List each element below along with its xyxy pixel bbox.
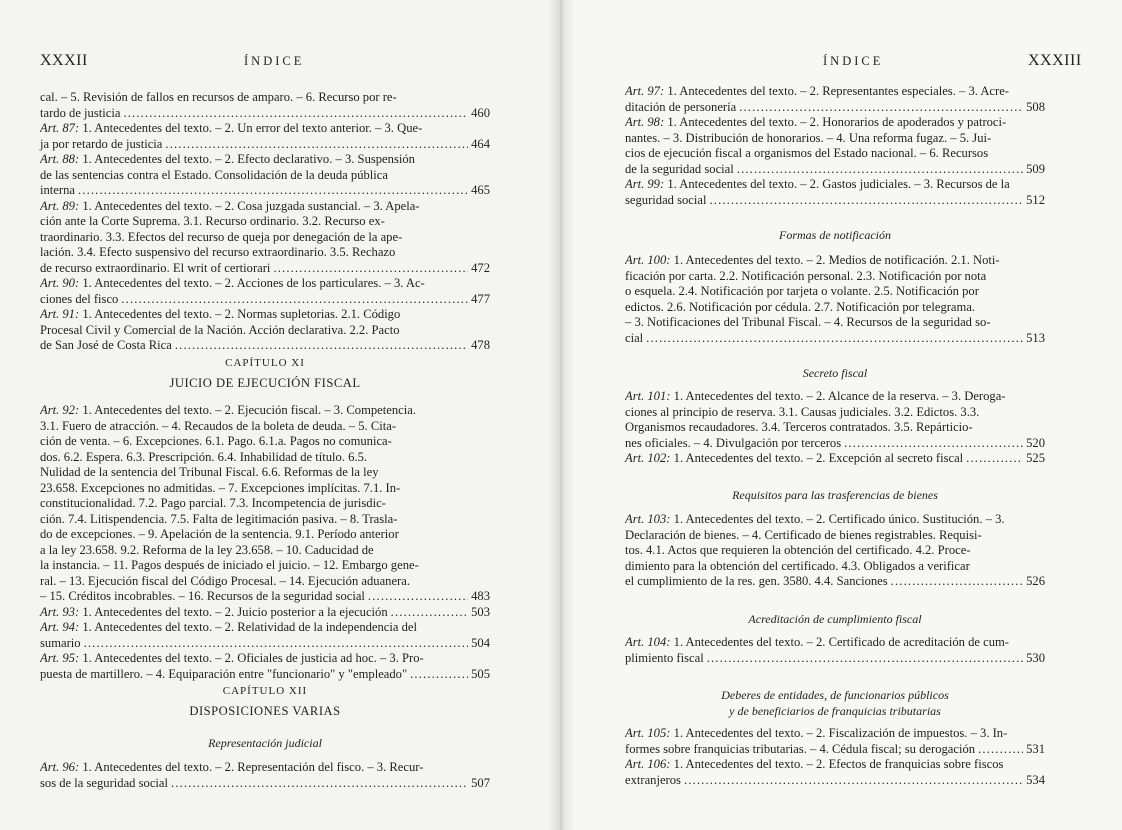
entry-text: ditación de personería (625, 99, 737, 114)
toc-entry-line (625, 115, 1045, 131)
section-notificacion (625, 228, 1045, 244)
entry-text: Declaración de bienes. – 4. Certificado de bienes registrables. Requisi- (625, 527, 982, 542)
entry-text: 1. Antecedentes del texto. – 2. Fiscalización de impuestos. – 3. In- (673, 726, 1008, 740)
left-block-1 (40, 90, 490, 354)
page-reference: 472 (471, 260, 490, 275)
page-reference: 531 (1026, 741, 1045, 756)
right-running-head: ÍNDICE (823, 54, 884, 68)
toc-entry-line (625, 726, 1045, 742)
article-number: Art. 89: (40, 198, 80, 213)
entry-text: ciones al principio de reserva. 3.1. Causas judiciales. 3.2. Edictos. 3.3. (625, 404, 980, 419)
toc-entry (40, 199, 490, 277)
toc-entry (40, 620, 490, 651)
article-number: Art. 103: (625, 512, 671, 526)
article-number: Art. 100: (625, 253, 671, 267)
toc-entry-line (625, 757, 1045, 773)
toc-entry-line (40, 450, 490, 466)
entry-text: ficación por carta. 2.2. Notificación personal. 2.3. Notificación por nota (625, 268, 987, 283)
dot-leader (273, 261, 468, 277)
article-number: Art. 90: (40, 276, 80, 290)
page-reference: 505 (471, 666, 490, 681)
toc-entry-line (40, 620, 490, 636)
entry-text-wrap (40, 605, 388, 621)
entry-text: 1. Antecedentes del texto. – 2. Acciones de los particulares. – 3. Ac- (82, 276, 425, 290)
toc-entry-final-line (40, 338, 490, 354)
toc-entry-final-line (625, 100, 1045, 116)
toc-entry-line (40, 543, 490, 559)
entry-text: 1. Antecedentes del texto. – 2. Alcance de la reserva. – 3. Deroga- (673, 389, 1006, 403)
dot-leader (165, 137, 468, 153)
toc-entry-line (40, 419, 490, 435)
dot-leader (684, 773, 1023, 789)
toc-entry-line (40, 214, 490, 230)
entry-text-wrap (625, 651, 704, 667)
dot-leader (121, 292, 468, 308)
right-block-5 (625, 635, 1045, 666)
entry-text: 1. Antecedentes del texto. – 2. Honorarios de apoderados y patroci- (667, 115, 1007, 129)
article-number: Art. 87: (40, 121, 80, 135)
entry-text: tardo de justicia (40, 105, 121, 120)
entry-text: seguridad social (625, 192, 707, 207)
toc-entry (625, 757, 1045, 788)
entry-text-wrap (40, 106, 120, 122)
toc-entry (40, 605, 490, 621)
entry-text: o esquela. 2.4. Notificación por tarjeta o volante. 2.5. Notificación por (625, 284, 979, 298)
toc-entry (40, 152, 490, 199)
left-page-number: XXXII (40, 52, 88, 69)
article-number: Art. 105: (625, 726, 671, 740)
entry-text: Nulidad de la sentencia del Tribunal Fiscal. 6.6. Reformas de la ley (40, 465, 379, 479)
section-title: Deberes de entidades, de funcionarios públicos (721, 688, 949, 702)
section-title: Acreditación de cumplimiento fiscal (748, 612, 922, 626)
chapter-label: CAPÍTULO XI (225, 357, 305, 369)
dot-leader (123, 106, 468, 122)
entry-text: 1. Antecedentes del texto. – 2. Representantes especiales. – 3. Acre- (667, 84, 1010, 98)
toc-entry-line (40, 574, 490, 590)
chapter-12-heading (40, 684, 490, 752)
toc-entry (40, 90, 490, 121)
toc-entry-line (40, 481, 490, 497)
entry-text: ja por retardo de justicia (40, 136, 163, 151)
page-reference: 526 (1026, 574, 1045, 588)
entry-text-wrap (625, 742, 975, 758)
toc-entry (40, 121, 490, 152)
entry-text: ral. – 13. Ejecución fiscal del Código Procesal. – 14. Ejecución aduanera. (40, 573, 410, 588)
entry-text: formes sobre franquicias tributarias. – 4. Cédula fiscal; su derogación (625, 741, 976, 756)
entry-text: sumario (40, 635, 81, 650)
entry-text: ción. 7.4. Litispendencia. 7.5. Falta de legitimación pasiva. – 8. Trasla- (40, 511, 398, 526)
toc-entry-line (625, 512, 1045, 528)
page-reference: 507 (471, 775, 490, 790)
entry-text: cial (625, 330, 644, 345)
dot-leader (646, 331, 1023, 347)
entry-text: 1. Antecedentes del texto. – 2. Excepción al secreto fiscal (673, 451, 964, 465)
dot-leader (737, 162, 1023, 178)
dot-leader (709, 193, 1023, 209)
entry-text-wrap (625, 436, 841, 452)
chapter-11-heading (40, 356, 490, 391)
page-reference: 525 (1026, 451, 1045, 465)
entry-text-wrap (40, 636, 81, 652)
entry-text: la instancia. – 11. Pagos después de iniciado el juicio. – 12. Embargo gene- (40, 558, 419, 572)
toc-entry-line (40, 245, 490, 261)
entry-text: interna (40, 183, 75, 197)
right-page-number: XXXIII (1028, 52, 1082, 69)
toc-entry-final-line (40, 636, 490, 652)
entry-text: a la ley 23.658. 9.2. Reforma de la ley 23.658. – 10. Caducidad de (40, 542, 374, 557)
toc-entry (40, 403, 490, 605)
toc-entry (40, 651, 490, 682)
right-block-4 (625, 512, 1045, 590)
toc-entry-line (625, 420, 1045, 436)
entry-text: 1. Antecedentes del texto. – 2. Juicio posterior a la ejecución (82, 604, 388, 619)
toc-entry (625, 253, 1045, 346)
dot-leader (978, 742, 1023, 758)
article-number: Art. 96: (40, 760, 80, 774)
entry-text: 1. Antecedentes del texto. – 2. Ejecución fiscal. – 3. Competencia. (82, 403, 416, 417)
toc-entry-final-line (625, 451, 1045, 467)
entry-text: 1. Antecedentes del texto. – 2. Efecto declarativo. – 3. Suspensión (82, 152, 415, 166)
toc-entry-final-line (625, 331, 1045, 347)
right-block-2 (625, 253, 1045, 346)
page-reference: 464 (471, 136, 490, 151)
dot-leader (171, 776, 468, 792)
page-reference: 503 (471, 604, 490, 619)
dot-leader (368, 589, 468, 605)
left-running-head: ÍNDICE (244, 54, 305, 68)
toc-entry-line (625, 315, 1045, 331)
entry-text: 1. Antecedentes del texto. – 2. Representación del fisco. – 3. Recur- (82, 760, 424, 774)
entry-text: ciones del fisco (40, 291, 119, 306)
dot-leader (175, 338, 468, 354)
toc-entry (625, 389, 1045, 451)
entry-text: do de excepciones. – 9. Apelación de la sentencia. 9.1. Período anterior (40, 527, 399, 541)
entry-text: de la seguridad social (625, 161, 734, 176)
toc-entry-line (40, 90, 490, 106)
dot-leader (966, 451, 1023, 467)
article-number: Art. 102: (625, 451, 671, 465)
page-reference: 483 (471, 589, 490, 603)
right-block-6 (625, 726, 1045, 788)
page-reference: 509 (1026, 161, 1045, 176)
entry-text-wrap (40, 137, 162, 153)
toc-entry-final-line (625, 773, 1045, 789)
entry-text: tos. 4.1. Actos que requieren la obtención del certificado. 4.2. Proce- (625, 543, 971, 557)
section-title: Formas de notificación (779, 228, 891, 242)
toc-entry (625, 726, 1045, 757)
right-page (561, 0, 1122, 830)
toc-entry (625, 84, 1045, 115)
toc-entry-line (40, 230, 490, 246)
toc-entry (625, 635, 1045, 666)
chapter-label: CAPÍTULO XII (222, 685, 308, 697)
entry-text: edictos. 2.6. Notificación por cédula. 2.7. Notificación por telegrama. (625, 299, 976, 314)
entry-text: 1. Antecedentes del texto. – 2. Certificado de acreditación de cum- (673, 635, 1009, 649)
page-reference: 512 (1026, 192, 1045, 207)
entry-text-wrap (625, 193, 706, 209)
entry-text: 1. Antecedentes del texto. – 2. Certificado único. Sustitución. – 3. (673, 512, 1005, 526)
section-title: Requisitos para las trasferencias de bienes (732, 488, 938, 502)
entry-text: 1. Antecedentes del texto. – 2. Gastos judiciales. – 3. Recursos de la (667, 177, 1010, 191)
entry-text: extranjeros (625, 772, 681, 787)
toc-entry-final-line (40, 292, 490, 308)
page-reference: 504 (471, 635, 490, 650)
toc-entry-final-line (625, 651, 1045, 667)
entry-text: plimiento fiscal (625, 650, 704, 665)
article-number: Art. 94: (40, 620, 80, 634)
entry-text: 3.1. Fuero de atracción. – 4. Recaudos de la boleta de deuda. – 5. Cita- (40, 418, 397, 433)
toc-entry-final-line (40, 605, 490, 621)
toc-entry-line (40, 168, 490, 184)
toc-entry-line (40, 199, 490, 215)
entry-text: Organismos recaudadores. 3.4. Terceros contratados. 3.5. Repárticio- (625, 420, 973, 434)
section-title: Secreto fiscal (802, 366, 868, 380)
entry-text: Procesal Civil y Comercial de la Nación. Acción declarativa. 2.2. Pacto (40, 322, 400, 337)
toc-entry-final-line (40, 261, 490, 277)
entry-text: nes oficiales. – 4. Divulgación por terceros (625, 435, 842, 450)
entry-text: el cumplimiento de la res. gen. 3580. 4.4. Sanciones (625, 574, 888, 588)
right-block-1 (625, 84, 1045, 208)
section-deberes (625, 688, 1045, 719)
toc-entry-line (625, 269, 1045, 285)
toc-entry-line (40, 307, 490, 323)
chapter-title: DISPOSICIONES VARIAS (189, 703, 341, 718)
toc-entry-line (625, 543, 1045, 559)
toc-entry-final-line (40, 776, 490, 792)
page-reference: 508 (1026, 99, 1045, 114)
entry-text-wrap (40, 338, 172, 354)
toc-entry-final-line (40, 589, 490, 605)
dot-leader (410, 667, 468, 683)
toc-entry-line (625, 528, 1045, 544)
section-requisitos (625, 488, 1045, 504)
dot-leader (844, 436, 1023, 452)
toc-entry-line (625, 84, 1045, 100)
toc-entry-line (40, 121, 490, 137)
toc-entry-line (625, 559, 1045, 575)
entry-text: 1. Antecedentes del texto. – 2. Relatividad de la independencia del (82, 620, 418, 634)
book-gutter (548, 0, 574, 830)
entry-text: 1. Antecedentes del texto. – 2. Oficiales de justicia ad hoc. – 3. Pro- (82, 651, 424, 665)
toc-entry-final-line (625, 162, 1045, 178)
entry-text: cios de ejecución fiscal a organismos del Estado nacional. – 6. Recursos (625, 146, 989, 160)
page-reference: 477 (471, 291, 490, 306)
toc-entry-final-line (40, 667, 490, 683)
dot-leader (707, 651, 1023, 667)
toc-entry-line (40, 465, 490, 481)
toc-entry (40, 307, 490, 354)
toc-entry-line (625, 131, 1045, 147)
section-acreditacion (625, 612, 1045, 628)
toc-entry-line (40, 496, 490, 512)
entry-text-wrap (625, 773, 681, 789)
toc-entry-line (625, 405, 1045, 421)
entry-text-wrap (625, 162, 734, 178)
entry-text-wrap (625, 331, 643, 347)
entry-text: sos de la seguridad social (40, 775, 169, 790)
toc-entry-line (40, 527, 490, 543)
page-reference: 465 (471, 183, 490, 197)
toc-entry-final-line (625, 436, 1045, 452)
toc-entry-line (625, 177, 1045, 193)
toc-entry-final-line (625, 574, 1045, 590)
left-block-2 (40, 403, 490, 682)
page-reference: 530 (1026, 650, 1045, 665)
toc-entry-line (40, 152, 490, 168)
entry-text: dimiento para la obtención del certificado. 4.3. Obligados a verificar (625, 558, 970, 573)
entry-text: ción ante la Corte Suprema. 3.1. Recurso ordinario. 3.2. Recurso ex- (40, 214, 385, 228)
dot-leader (739, 100, 1023, 116)
entry-text: 1. Antecedentes del texto. – 2. Un error del texto anterior. – 3. Que- (82, 121, 423, 135)
article-number: Art. 97: (625, 84, 665, 98)
toc-entry (625, 451, 1045, 467)
toc-entry-line (40, 760, 490, 776)
entry-text: cal. – 5. Revisión de fallos en recursos de amparo. – 6. Recurso por re- (40, 90, 397, 104)
dot-leader (84, 636, 469, 652)
toc-entry-final-line (40, 137, 490, 153)
entry-text-wrap (40, 261, 270, 277)
entry-text: – 3. Notificaciones del Tribunal Fiscal. – 4. Recursos de la seguridad so- (625, 315, 991, 329)
left-block-3 (40, 760, 490, 791)
entry-text-wrap (40, 667, 407, 683)
toc-entry-line (625, 300, 1045, 316)
article-number: Art. 95: (40, 651, 80, 665)
toc-entry (40, 760, 490, 791)
toc-entry-final-line (40, 183, 490, 199)
chapter-title: JUICIO DE EJECUCIÓN FISCAL (169, 375, 361, 390)
article-number: Art. 99: (625, 177, 665, 191)
toc-entry (625, 512, 1045, 590)
article-number: Art. 88: (40, 152, 80, 166)
entry-text-wrap (40, 292, 118, 308)
page-reference: 520 (1026, 435, 1045, 450)
entry-text: dos. 6.2. Espera. 6.3. Prescripción. 6.4. Inhabilidad de título. 6.5. (40, 449, 368, 464)
entry-text-wrap (40, 183, 75, 199)
entry-text: – 15. Créditos incobrables. – 16. Recursos de la seguridad social (40, 589, 365, 603)
dot-leader (391, 605, 468, 621)
toc-entry-line (625, 253, 1045, 269)
toc-entry-line (625, 146, 1045, 162)
section-title: y de beneficiarios de franquicias tributarias (729, 703, 941, 718)
page-reference: 534 (1026, 772, 1045, 787)
toc-entry-line (625, 284, 1045, 300)
toc-entry-line (40, 403, 490, 419)
right-block-3 (625, 389, 1045, 467)
toc-entry-final-line (625, 742, 1045, 758)
entry-text: constitucionalidad. 7.2. Pago parcial. 7.3. Incompetencia de jurisdic- (40, 496, 386, 510)
toc-entry-final-line (40, 106, 490, 122)
toc-entry (625, 115, 1045, 177)
page-reference: 513 (1026, 330, 1045, 345)
toc-entry-final-line (625, 193, 1045, 209)
section-secreto (625, 366, 1045, 382)
section-title: Representación judicial (208, 736, 322, 750)
toc-entry-line (625, 389, 1045, 405)
entry-text-wrap (625, 574, 888, 590)
dot-leader (78, 183, 468, 199)
entry-text: de las sentencias contra el Estado. Consolidación de la deuda pública (40, 167, 388, 182)
entry-text-wrap (40, 776, 168, 792)
entry-text: nantes. – 3. Distribución de honorarios. – 4. Una reforma fugaz. – 5. Jui- (625, 130, 992, 145)
entry-text: de recurso extraordinario. El writ of certiorari (40, 260, 271, 275)
entry-text-wrap (40, 589, 365, 605)
toc-entry-line (40, 558, 490, 574)
toc-entry-line (40, 651, 490, 667)
article-number: Art. 101: (625, 389, 671, 403)
toc-entry-line (40, 434, 490, 450)
article-number: Art. 91: (40, 307, 80, 321)
dot-leader (891, 574, 1023, 590)
entry-text-wrap (625, 451, 963, 467)
page-reference: 478 (471, 338, 490, 352)
entry-text: lación. 3.4. Efecto suspensivo del recurso extraordinario. 3.5. Rechazo (40, 245, 396, 259)
entry-text: 1. Antecedentes del texto. – 2. Normas supletorias. 2.1. Código (82, 307, 401, 321)
entry-text: 1. Antecedentes del texto. – 2. Efectos de franquicias sobre fiscos (673, 757, 1004, 771)
entry-text: 1. Antecedentes del texto. – 2. Medios de notificación. 2.1. Noti- (673, 253, 1000, 267)
toc-entry (625, 177, 1045, 208)
entry-text: 1. Antecedentes del texto. – 2. Cosa juzgada sustancial. – 3. Apela- (82, 198, 420, 213)
toc-entry-line (40, 276, 490, 292)
article-number: Art. 106: (625, 757, 671, 771)
entry-text: ción de venta. – 6. Excepciones. 6.1. Pago. 6.1.a. Pagos no comunica- (40, 434, 392, 448)
entry-text: 23.658. Excepciones no admitidas. – 7. Excepciones implícitas. 7.1. In- (40, 480, 401, 495)
entry-text: traordinario. 3.3. Efectos del recurso de queja por denegación de la ape- (40, 229, 403, 244)
toc-entry-line (40, 512, 490, 528)
article-number: Art. 104: (625, 635, 671, 649)
article-number: Art. 93: (40, 604, 80, 619)
entry-text-wrap (625, 100, 736, 116)
article-number: Art. 98: (625, 115, 665, 129)
article-number: Art. 92: (40, 403, 80, 417)
toc-entry (40, 276, 490, 307)
entry-text: puesta de martillero. – 4. Equiparación entre "funcionario" y "empleado" (40, 666, 408, 681)
page-reference: 460 (471, 105, 490, 120)
entry-text: de San José de Costa Rica (40, 338, 172, 352)
toc-entry-line (40, 323, 490, 339)
toc-entry-line (625, 635, 1045, 651)
